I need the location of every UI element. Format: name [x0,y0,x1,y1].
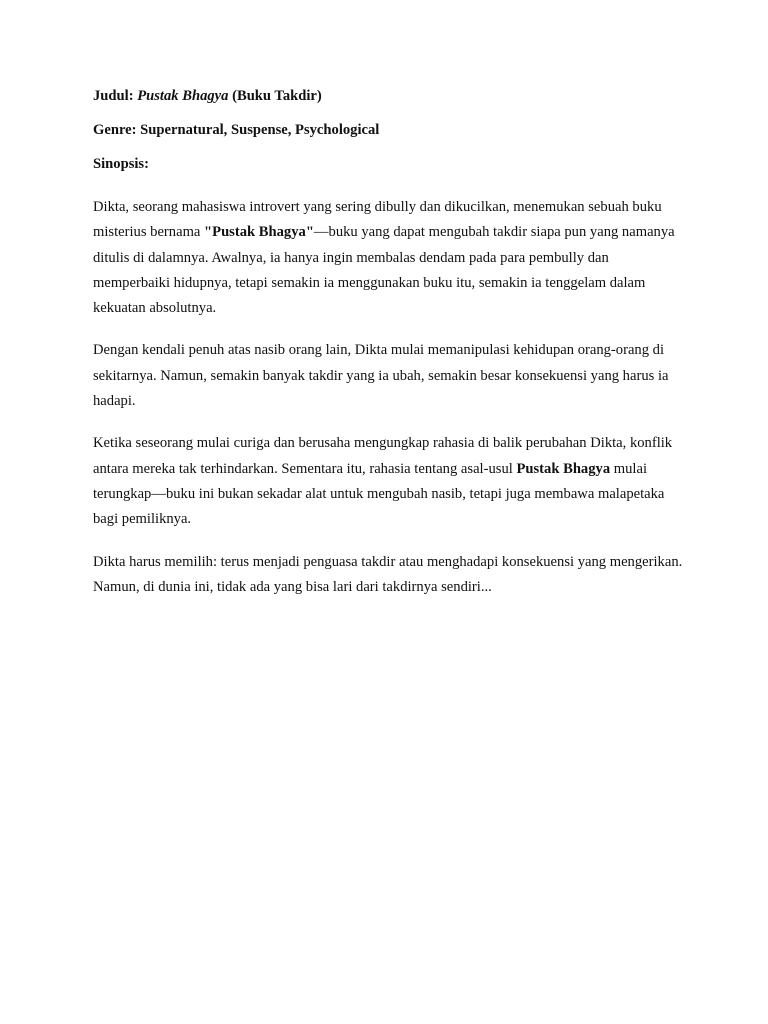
synopsis-paragraph-2: Dengan kendali penuh atas nasib orang lain, Dikta mulai memanipulasi kehidupan orang-orang di sekitarnya. Namun, semakin banyak takdir yang ia ubah, semakin besar konsekuensi yang harus ia hadapi. [93,342,669,410]
title-sub: (Buku Takdir) [228,88,322,104]
p1-text-c: —buku yang dapat mengubah takdir siapa pun yang namanya ditulis di dalamnya. Awalnya, ia hanya ingin membalas dendam pada para pembully dan memperbaiki hidupnya, tetapi semakin ia menggunakan buku itu, semakin ia tenggelam dalam kekuatan absolutnya. [93,224,675,317]
p1-book-name: "Pustak Bhagya" [204,224,314,241]
synopsis-paragraph-3 [93,431,683,532]
title-line [93,86,683,106]
p3-book-name: Pustak Bhagya [516,460,611,477]
title-main: Pustak Bhagya [137,88,229,104]
synopsis-paragraph-4: Dikta harus memilih: terus menjadi penguasa takdir atau menghadapi konsekuensi yang mengerikan. Namun, di dunia ini, tidak ada yang bisa lari dari takdirnya sendiri... [93,553,683,595]
synopsis-paragraph-1 [93,195,683,321]
genre-line: Genre: Supernatural, Suspense, Psychological [93,122,380,138]
p3-text-c: mulai terungkap—buku ini bukan sekadar alat untuk mengubah nasib, tetapi juga membawa malapetaka bagi pemiliknya. [93,460,665,528]
p3-text-a: Ketika seseorang mulai curiga dan berusaha mengungkap rahasia di balik perubahan Dikta, konflik antara mereka tak terhindarkan. Sementara itu, rahasia tentang asal-usul [93,435,673,477]
p1-text-a: Dikta, seorang mahasiswa introvert yang sering dibully dan dikucilkan, menemukan sebuah buku misterius bernama [93,199,662,241]
title-label: Judul: [93,88,138,104]
synopsis-label: Sinopsis: [93,156,149,172]
document-page [93,86,683,617]
